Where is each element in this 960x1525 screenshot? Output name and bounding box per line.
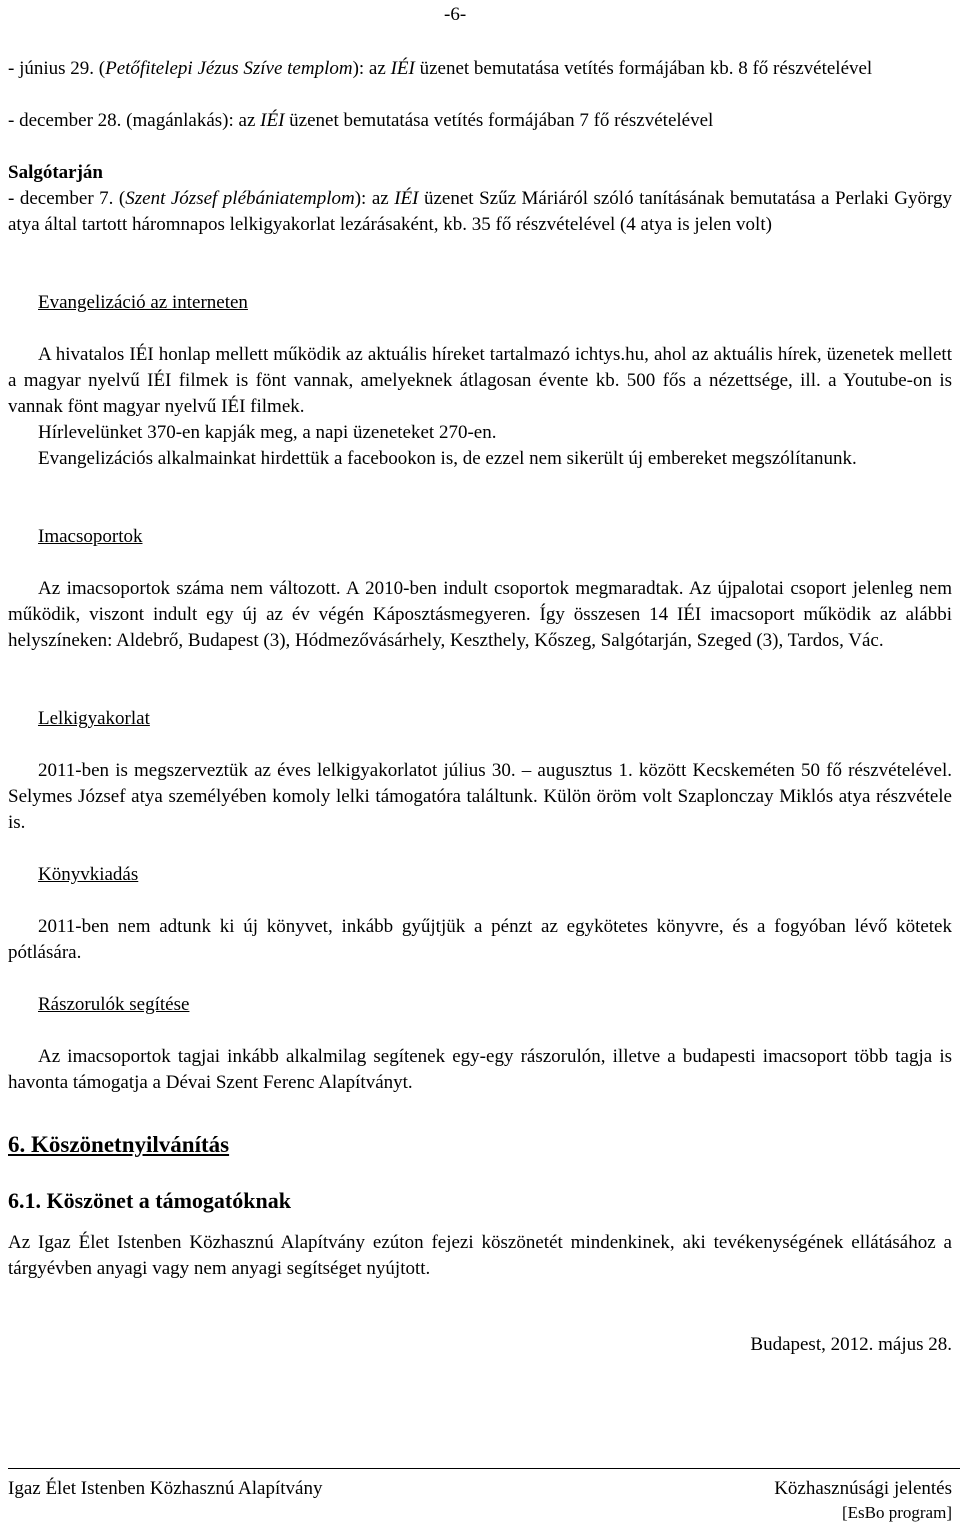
thanks-paragraph: Az Igaz Élet Istenben Közhasznú Alapítvány ezúton fejezi köszönetét mindenkinek, aki tevékenységének ellátásához a tárgyévben anyagi vagy nem anyagi segítséget nyújtott. (8, 1232, 952, 1279)
salgotarjan-item (8, 186, 952, 238)
dec-text-b: üzenet bemutatása vetítés formájában 7 fő részvételével (284, 110, 714, 131)
prayer-paragraph: Az imacsoportok száma nem változott. A 2010-ben indult csoportok megmaradtak. Az újpalotai csoport jelenleg nem működik, viszont indult egy új az év végén Káposztásmegyeren. Így összesen 14 IÉI imacsoport működik az alábbi helyszíneken: Aldebrő, Budapest (3), Hódmezővásárhely, Keszthely, Kőszeg, Salgótarján, Szeged (3), Tardos, Vác. (8, 578, 952, 651)
june-iei: IÉI (390, 58, 415, 79)
needy-section-title: Rászorulók segítése (38, 994, 190, 1015)
june-text-b: ): az (352, 58, 391, 79)
salg-text-c: üzenet Szűz Máriáról szóló tanításának bemutatása a Perlaki György atya által tartott háromnapos lelkigyakorlat lezárásaként, kb. 35 fő részvételével (4 atya is jelen volt) (8, 188, 952, 235)
footer-report-title: Közhasznúsági jelentés (774, 1478, 952, 1499)
internet-paragraph-1: A hivatalos IÉI honlap mellett működik az aktuális híreket tartalmazó ichtys.hu, ahol az aktuális hírek, üzenetek mellett a magyar nyelvű IÉI filmek is fönt vannak, amelyeknek átlagosan évente kb. 500 fős a nézettsége, ill. a Youtube-on is vannak fönt magyar nyelvű IÉI filmek. (8, 344, 952, 417)
retreat-section-title: Lelkigyakorlat (38, 708, 150, 729)
footer-program: [EsBo program] (841, 1503, 952, 1522)
june-item (8, 56, 952, 82)
internet-paragraph-2: Hírlevelünket 370-en kapják meg, a napi üzeneteket 270-en. (38, 422, 497, 443)
internet-paragraph-3: Evangelizációs alkalmainkat hirdettük a facebookon is, de ezzel nem sikerült új embereket megszólítanunk. (38, 448, 857, 469)
prayer-section-title: Imacsoportok (38, 526, 143, 547)
salgotarjan-heading: Salgótarján (8, 162, 103, 183)
internet-section-title: Evangelizáció az interneten (38, 292, 248, 313)
footer-organization: Igaz Élet Istenben Közhasznú Alapítvány (8, 1478, 323, 1499)
page-number: -6- (444, 4, 467, 25)
june-text-c: üzenet bemutatása vetítés formájában kb. 8 fő részvételével (414, 58, 873, 79)
june-text-a: - június 29. ( (8, 58, 106, 79)
salg-text-b: ): az (354, 188, 395, 209)
thanks-heading: 6. Köszönetnyilvánítás (8, 1132, 230, 1157)
signoff-date: Budapest, 2012. május 28. (750, 1334, 952, 1355)
dec-text-a: - december 28. (magánlakás): az (8, 110, 261, 131)
retreat-paragraph: 2011-ben is megszerveztük az éves lelkigyakorlatot július 30. – augusztus 1. között Kecskeméten 50 fő részvételével. Selymes József atya személyében komoly lelki támogatóra találtunk. Külön öröm volt Szaplonczay Miklós atya részvétele is. (8, 760, 952, 833)
june-place: Petőfitelepi Jézus Szíve templom (105, 58, 353, 79)
books-paragraph: 2011-ben nem adtunk ki új könyvet, inkább gyűjtjük a pénzt az egykötetes könyvre, és a fogyóban lévő kötetek pótlására. (8, 916, 952, 963)
dec-iei: IÉI (260, 110, 285, 131)
needy-paragraph: Az imacsoportok tagjai inkább alkalmilag segítenek egy-egy rászorulón, illetve a budapesti imacsoport több tagja is havonta támogatja a Dévai Szent Ferenc Alapítványt. (8, 1046, 952, 1093)
salg-text-a: - december 7. ( (8, 188, 126, 209)
salg-place: Szent József plébániatemplom (125, 188, 355, 209)
december-item (8, 108, 952, 134)
books-section-title: Könyvkiadás (38, 864, 139, 885)
thanks-subheading: 6.1. Köszönet a támogatóknak (8, 1188, 291, 1213)
salg-iei: IÉI (394, 188, 419, 209)
footer-divider (8, 1468, 960, 1469)
